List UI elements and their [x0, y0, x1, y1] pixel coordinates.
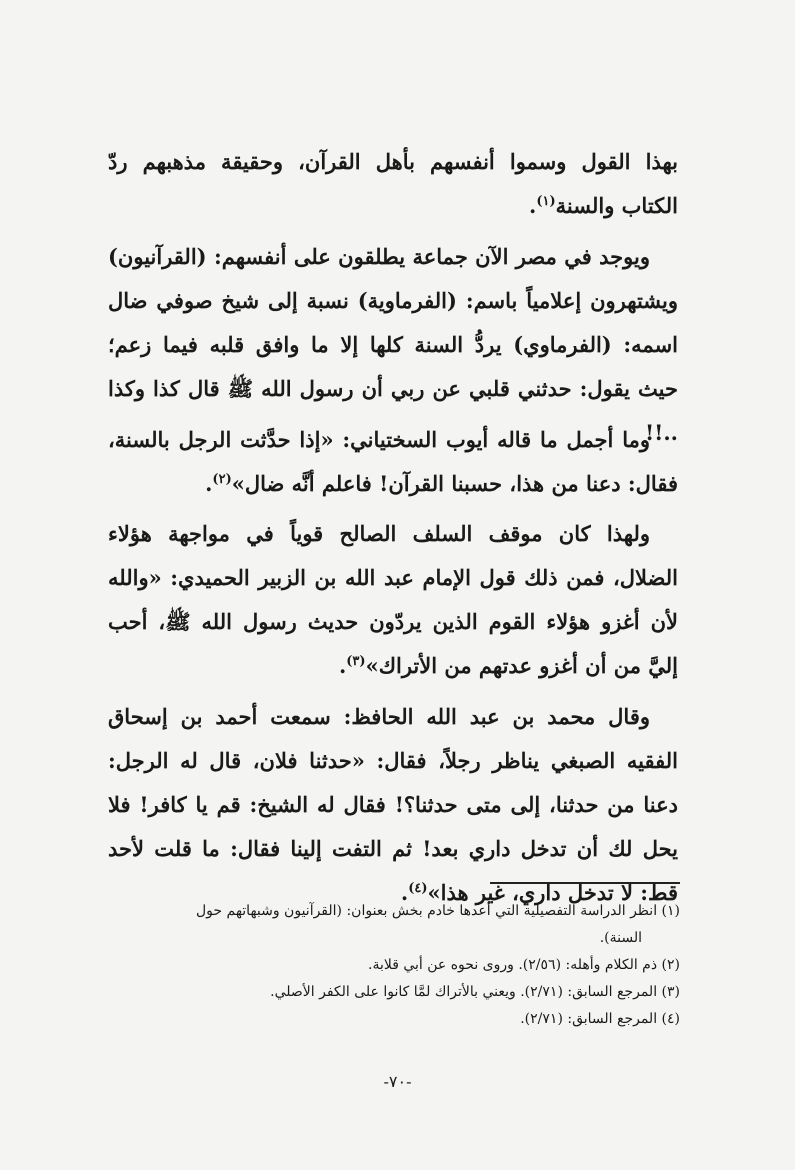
- footnote-ref-1: (١): [536, 194, 556, 209]
- paragraph-1-text: بهذا القول وسموا أنفسهم بأهل القرآن، وحقيقة مذهبهم ردّ الكتاب والسنة: [108, 149, 678, 218]
- footnote-ref-4: (٤): [408, 881, 428, 896]
- footnote-separator: [490, 882, 680, 884]
- paragraph-3: [108, 418, 678, 506]
- footnote-ref-2: (٢): [212, 472, 232, 487]
- footnote-4: (٤) المرجع السابق: (٢/٧١).: [520, 1011, 680, 1027]
- paragraph-3-text: وما أجمل ما قاله أيوب السختياني: «إذا حدَّثت الرجل بالسنة، فقال: دعنا من هذا، حسبنا القرآن! فاعلم أنَّه ضال»: [108, 427, 678, 496]
- paragraph-1-end: .: [529, 193, 537, 218]
- paragraph-5-end: .: [400, 880, 409, 905]
- paragraph-1: [108, 140, 678, 228]
- paragraph-5-text: وقال محمد بن عبد الله الحافظ: سمعت أحمد بن إسحاق الفقيه الصبغي يناظر رجلاً، فقال: «حدثنا فلان، قال له الرجل: دعنا من حدثنا، إلى متى حدثنا؟! فقال له الشيخ: قم يا كافر! فلا يحل لك أن تدخل داري بعد! ثم التفت إلينا فقال: ما قلت لأحد قط: لا تدخل داري، غير هذا»: [108, 704, 678, 905]
- footnote-1-continuation: السنة).: [599, 930, 642, 946]
- paragraph-4: [108, 512, 678, 688]
- footnote-3: (٣) المرجع السابق: (٢/٧١). ويعني بالأتراك لمَّا كانوا على الكفر الأصلي.: [270, 984, 680, 1000]
- footnotes: [118, 898, 680, 1033]
- footnote-2: (٢) ذم الكلام وأهله: (٢/٥٦). وروى نحوه عن أبي قلابة.: [368, 957, 680, 973]
- paragraph-4-end: .: [338, 653, 347, 678]
- paragraph-3-end: .: [205, 471, 213, 496]
- paragraph-4-text: ولهذا كان موقف السلف الصالح قوياً في مواجهة هؤلاء الضلال، فمن ذلك قول الإمام عبد الله بن الزبير الحميدي: «والله لأن أغزو هؤلاء القوم الذين يردّون حديث رسول الله ﷺ، أحب إليَّ من أن أغزو عدتهم من الأتراك»: [108, 521, 678, 678]
- footnote-1: (١) انظر الدراسة التفصيلية التي أعدها خادم بخش بعنوان: (القرآنيون وشبهاتهم حول: [196, 903, 680, 919]
- paragraph-2-text: ويوجد في مصر الآن جماعة يطلقون على أنفسهم: (القرآنيون) ويشتهرون إعلامياً باسم: (الفرماوية) نسبة إلى شيخ صوفي ضال اسمه: (الفرماوي) يردُّ السنة كلها إلا ما وافق قلبه فيما زعم؛ حيث يقول: حدثني قلبي عن ربي أن رسول الله ﷺ قال كذا وكذا ..!!: [108, 244, 678, 445]
- footnote-ref-3: (٣): [346, 654, 366, 669]
- page-number: -٧٠-: [383, 1072, 412, 1091]
